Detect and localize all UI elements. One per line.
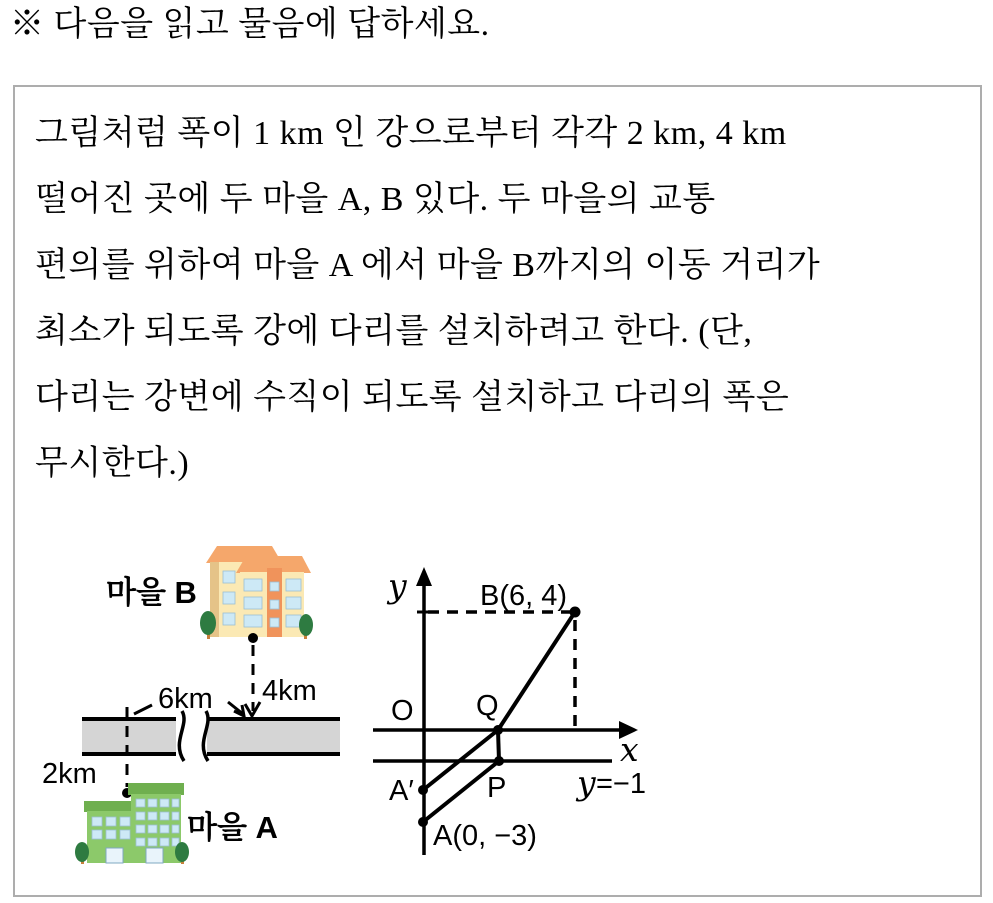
line-equation-rest: =−1 [596,768,646,800]
village-river-illustration [30,535,390,885]
point-p [494,756,504,766]
problem-line-4: 최소가 되도록 강에 다리를 설치하려고 한다. (단, [35,313,753,350]
dist-4km-label: 4km [262,675,317,707]
segment-q-b [498,612,575,730]
x-axis-label: x [620,730,639,769]
river-fill [82,720,340,752]
village-a-building-icon [75,783,189,864]
problem-line-6: 무시한다.) [35,445,190,482]
problem-line-3: 편의를 위하여 마을 A 에서 마을 B까지의 이동 거리가 [35,247,821,284]
dist-6km-left-leader [134,705,152,714]
y-axis-label: y [388,566,407,605]
point-a [418,817,428,827]
coordinate-plane-diagram [370,555,680,865]
point-a-prime [418,785,428,795]
point-b-label: B(6, 4) [480,580,568,612]
line-equation-var: y [577,763,596,802]
problem-line-2: 떨어진 곳에 두 마을 A, B 있다. 두 마을의 교통 [35,181,716,218]
village-a-label: 마을 A [187,810,278,845]
problem-line-5: 다리는 강변에 수직이 되도록 설치하고 다리의 폭은 [35,379,790,416]
village-b-point [248,633,258,643]
point-b [570,607,581,618]
instruction-text: ※ 다음을 읽고 물음에 답하세요. [10,6,490,43]
village-b-building-icon [200,546,313,639]
village-b-label: 마을 B [106,575,197,610]
dist-6km-label: 6km [158,683,213,715]
point-a-label: A(0, −3) [433,820,537,852]
point-q [493,725,503,735]
building-b-back-windows [223,571,235,625]
dist-2km-label: 2km [42,758,97,790]
line-equation-label [575,763,646,802]
point-q-label: Q [476,690,499,722]
problem-statement [35,101,970,497]
river-break-left [179,711,184,761]
river-band [82,711,340,761]
y-axis-arrowhead [416,567,432,586]
origin-label: O [391,695,414,727]
point-a-prime-label: A′ [389,775,414,807]
building-b-front-windows [244,579,301,627]
problem-line-1: 그림처럼 폭이 1 km 인 강으로부터 각각 2 km, 4 km [35,115,787,152]
point-p-label: P [487,772,507,804]
